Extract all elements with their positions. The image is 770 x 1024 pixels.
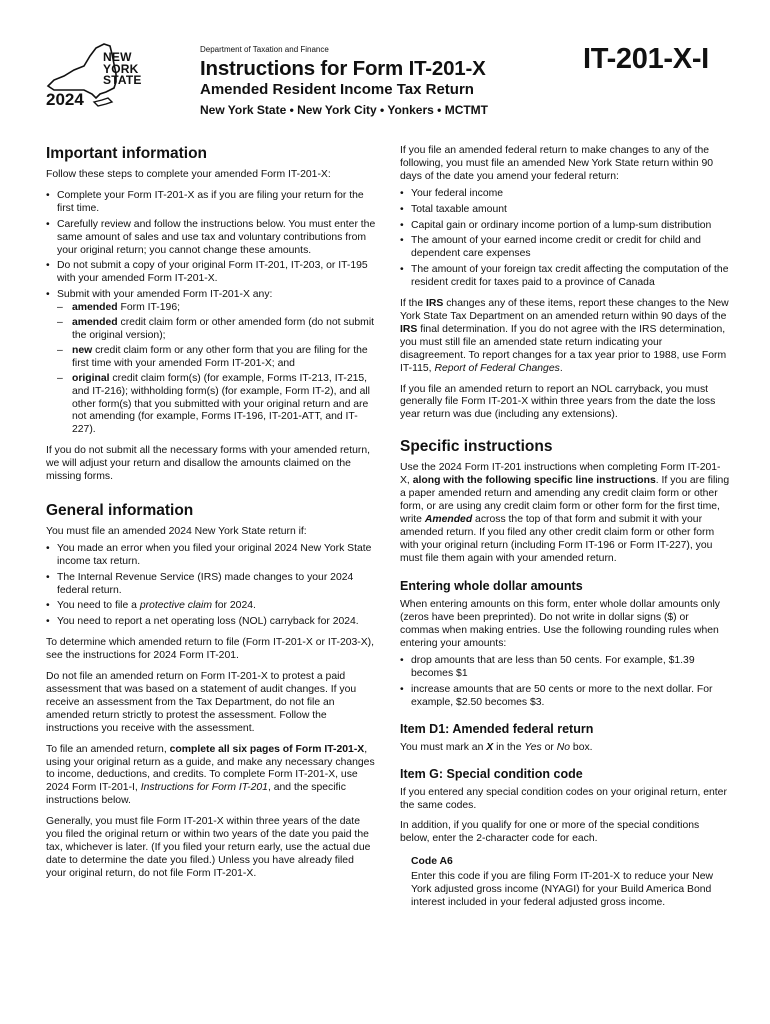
jurisdiction-tagline: New York State • New York City • Yonkers • MCTMT xyxy=(200,103,489,117)
list-item: • Your federal income xyxy=(400,188,730,201)
general-p3: To file an amended return, complete all six pages of Form IT-201-X, using your original return as a guide, and make any necessary changes to income, deductions, and credits. To complete Form IT-201-X, use 2024 Form IT-201-I, Instructions for Form IT-201, and the specific instructions below. xyxy=(46,743,375,807)
code-a6-title: Code A6 xyxy=(411,856,453,868)
list-item: • You need to report a net operating loss (NOL) carryback for 2024. xyxy=(46,616,376,629)
list-item: • You made an error when you filed your original 2024 New York State income tax return. xyxy=(46,543,376,569)
list-item: – original credit claim form(s) (for example, Forms IT-213, IT-215, and IT-216); withholding form(s) (for example, Form IT-2), and all other form(s) that you submitted with your original return and are not amending (for example, Forms IT-196, IT-201-ATT, and IT-227). xyxy=(57,373,376,438)
specific-p: Use the 2024 Form IT-201 instructions when completing Form IT-201-X, along with the following specific line instructions. If you are filing a paper amended return and amending any credit claim form or other form, or are using any credit claim form or other form for the first time, write Amended across the top of that form and submit it with your amended return. If you filed any other credit claim form or other form with your original return (including Form IT-196 or Form IT-227), you must file them again with your amended return. xyxy=(400,462,730,564)
code-a6-text: Enter this code if you are filing Form IT-201-X to reduce your New York adjusted gross income (NYAGI) for your Build America Bond interest included in your federal adjusted gross income. xyxy=(411,871,714,908)
general-p2: Do not file an amended return on Form IT-201-X to protest a paid assessment that was based on a statement of audit changes. If you receive an assessment from the Tax Department, do not file an amended return strictly to protest the assessment. Follow the instructions you receive with the assessment. xyxy=(46,671,357,734)
general-intro: You must file an amended 2024 New York State return if: xyxy=(46,525,307,537)
right-column xyxy=(400,145,730,910)
list-item: • increase amounts that are 50 cents or more to the next dollar. For example, $2.50 becomes $3. xyxy=(400,684,730,710)
general-p4: Generally, you must file Form IT-201-X within three years of the date you filed the original return or within two years of the date you paid the tax, whichever is later. (If you filed your return early, use the actual due date to determine the date you filed.) Unless you have already filed your original return, do not file Form IT-201-X. xyxy=(46,816,371,879)
form-number: IT-201-X-I xyxy=(583,43,709,75)
important-heading: Important information xyxy=(46,145,208,162)
important-list xyxy=(46,190,376,437)
federal-list xyxy=(400,188,730,290)
item-d1-heading: Item D1: Amended federal return xyxy=(400,721,594,736)
list-item: • Do not submit a copy of your original Form IT-201, IT-203, or IT-195 with your amended Form IT-201-X. xyxy=(46,260,376,286)
list-item: • drop amounts that are less than 50 cents. For example, $1.39 becomes $1 xyxy=(400,655,730,681)
list-item: • You need to file a protective claim for 2024. xyxy=(46,600,376,613)
logo-wordmark: NEW YORK STATE xyxy=(103,50,142,87)
list-item: • Complete your Form IT-201-X as if you are filing your return for the first time. xyxy=(46,190,376,216)
federal-intro: If you file an amended federal return to make changes to any of the following, you must file an amended New York State return within 90 days of the date you amend your federal return: xyxy=(400,145,714,182)
code-a6-block xyxy=(400,856,730,910)
list-item: • The amount of your foreign tax credit affecting the computation of the resident credit for taxes paid to a province of Canada xyxy=(400,264,730,290)
general-list xyxy=(46,543,376,629)
general-p1: To determine which amended return to file (Form IT-201-X or IT-203-X), see the instructions for 2024 Form IT-201. xyxy=(46,637,375,662)
list-item: • Total taxable amount xyxy=(400,204,730,217)
list-item: • The amount of your earned income credit or credit for child and dependent care expenses xyxy=(400,235,730,261)
logo-year: 2024 xyxy=(46,90,84,109)
list-item: • Submit with your amended Form IT-201-X any: – amended Form IT-196; – amended credit claim form or other amended form (do not submit the original version); – new credit claim form or any other form that you are filing for the first time with your amended Form IT-201-X; and – original credit claim form(s) (for example, Forms IT-213, IT-215, and IT-216); withholding form(s) (for example, Form IT-2), and all other form(s) that you submitted with your original return and are not amending (for example, Forms IT-196, IT-201-ATT, and IT-227). xyxy=(46,289,376,437)
list-item: • The Internal Revenue Service (IRS) made changes to your 2024 federal return. xyxy=(46,572,376,598)
important-outro: If you do not submit all the necessary forms with your amended return, we will adjust your return and disallow the amounts claimed on the missing forms. xyxy=(46,445,370,483)
list-item: – amended credit claim form or other amended form (do not submit the original version); xyxy=(57,317,376,343)
item-d1-text: You must mark an X in the Yes or No box. xyxy=(400,741,593,753)
department-name: Department of Taxation and Finance xyxy=(200,45,329,54)
federal-p1: If the IRS changes any of these items, report these changes to the New York State Tax Department on an amended return within 90 days of the IRS final determination. If you do not agree with the IRS determination, you must still file an amended state return indicating your disagreement. To report changes for a tax year prior to 1988, use Form IT-115, Report of Federal Changes. xyxy=(400,298,729,374)
federal-p2: If you file an amended return to report an NOL carryback, you must generally file Form IT-201-X within three years from the date the loss year return was due (including any extensions). xyxy=(400,383,716,421)
list-item: – new credit claim form or any other form that you are filing for the first time with your amended Form IT-201-X; and xyxy=(57,345,376,371)
general-heading: General information xyxy=(46,501,194,519)
left-column xyxy=(46,145,376,889)
item-g-p1: If you entered any special condition codes on your original return, enter the same codes. xyxy=(400,786,727,811)
submit-sublist xyxy=(57,302,376,437)
page-subtitle: Amended Resident Income Tax Return xyxy=(200,81,474,98)
list-item: • Capital gain or ordinary income portion of a lump-sum distribution xyxy=(400,220,730,233)
list-item: • Carefully review and follow the instructions below. You must enter the same amount of sales and use tax and voluntary contributions from your original return; you cannot change these amounts. xyxy=(46,219,376,258)
list-item: – amended Form IT-196; xyxy=(57,302,376,315)
item-g-p2: In addition, if you qualify for one or more of the special conditions below, enter the 2-character code for each. xyxy=(400,820,700,845)
item-g-heading: Item G: Special condition code xyxy=(400,766,583,781)
whole-dollar-intro: When entering amounts on this form, enter whole dollar amounts only (zeros have been preprinted). Do not write in dollar signs ($) or commas when making entries. Use the following rounding rules when entering your amounts: xyxy=(400,599,720,650)
rounding-list xyxy=(400,655,730,710)
specific-heading: Specific instructions xyxy=(400,438,553,456)
page-title: Instructions for Form IT-201-X xyxy=(200,57,486,80)
important-intro: Follow these steps to complete your amended Form IT-201-X: xyxy=(46,169,331,180)
whole-dollar-heading: Entering whole dollar amounts xyxy=(400,579,583,594)
